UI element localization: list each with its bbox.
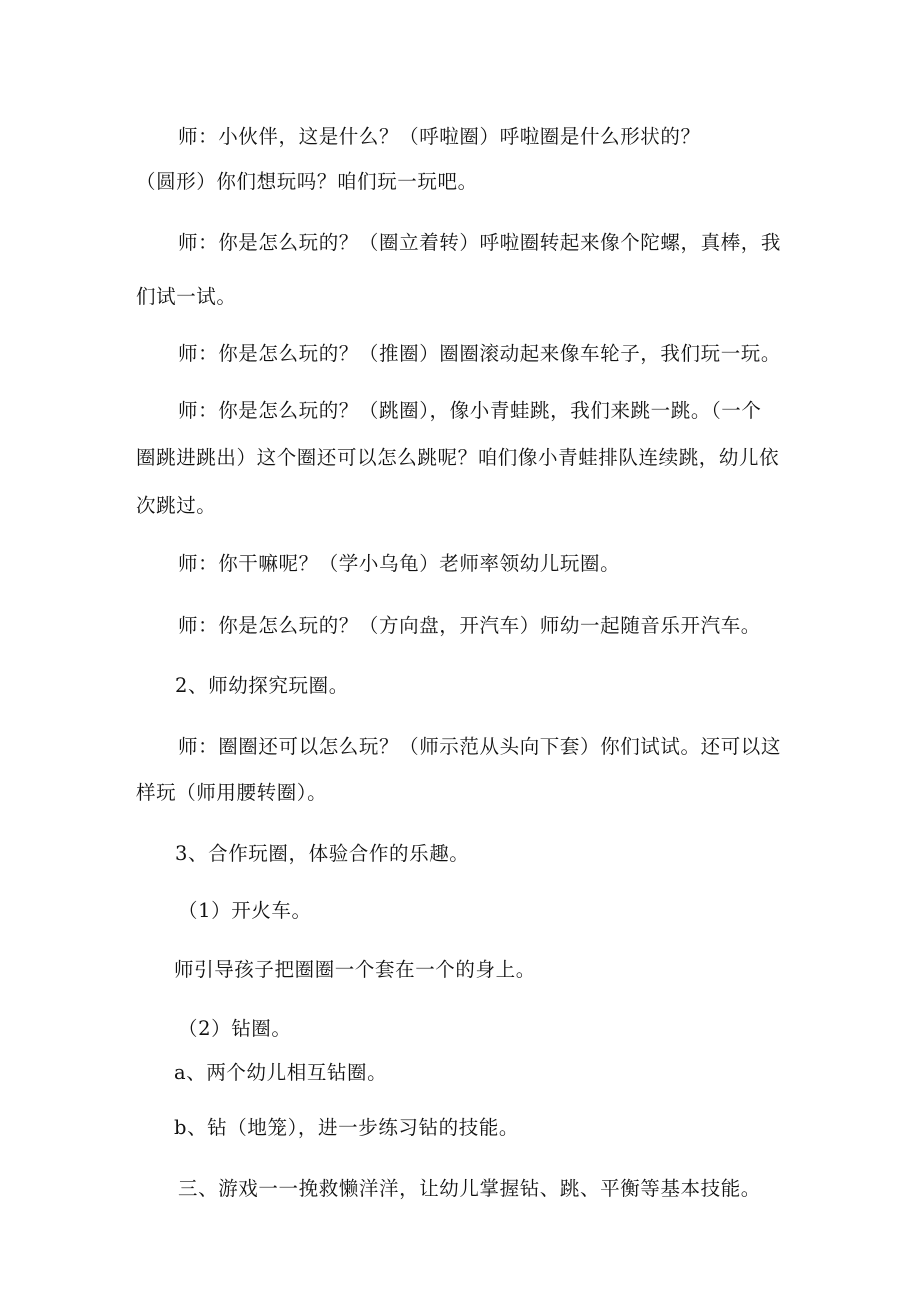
text-line: 师：小伙伴，这是什么？（呼啦圈）呼啦圈是什么形状的？	[178, 125, 701, 148]
text-line: 圈跳进跳出）这个圈还可以怎么跳呢？咱们像小青蛙排队连续跳，幼儿依	[136, 446, 780, 469]
section-heading: 2、师幼探究玩圈。	[175, 674, 349, 697]
sub-heading: （2）钻圈。	[178, 1017, 292, 1040]
text-line: 师：你是怎么玩的？（圈立着转）呼啦圈转起来像个陀螺，真棒，我	[178, 231, 782, 254]
text-line: 样玩（师用腰转圈）。	[136, 781, 328, 804]
list-item: b、钻（地笼），进一步练习钻的技能。	[174, 1116, 520, 1139]
text-line: 师：你是怎么玩的？（跳圈），像小青蛙跳，我们来跳一跳。（一个	[178, 399, 762, 422]
text-line: （圆形）你们想玩吗？咱们玩一玩吧。	[136, 170, 478, 193]
text-line: 师引导孩子把圈圈一个套在一个的身上。	[174, 958, 536, 981]
sub-heading: （1）开火车。	[178, 899, 312, 922]
list-item: a、两个幼儿相互钻圈。	[174, 1061, 388, 1084]
text-line: 师：你是怎么玩的？（方向盘，开汽车）师幼一起随音乐开汽车。	[178, 614, 761, 637]
text-line: 们试一试。	[136, 285, 237, 308]
text-line: 师：你是怎么玩的？（推圈）圈圈滚动起来像车轮子，我们玩一玩。	[178, 342, 782, 365]
text-line: 师：你干嘛呢？（学小乌龟）老师率领幼儿玩圈。	[178, 552, 621, 575]
text-line: 师：圈圈还可以怎么玩？（师示范从头向下套）你们试试。还可以这	[178, 735, 782, 758]
text-line: 次跳过。	[136, 494, 217, 517]
section-heading: 3、合作玩圈，体验合作的乐趣。	[175, 842, 470, 865]
section-heading: 三、游戏一一挽救懒洋洋，让幼儿掌握钻、跳、平衡等基本技能。	[178, 1177, 761, 1200]
